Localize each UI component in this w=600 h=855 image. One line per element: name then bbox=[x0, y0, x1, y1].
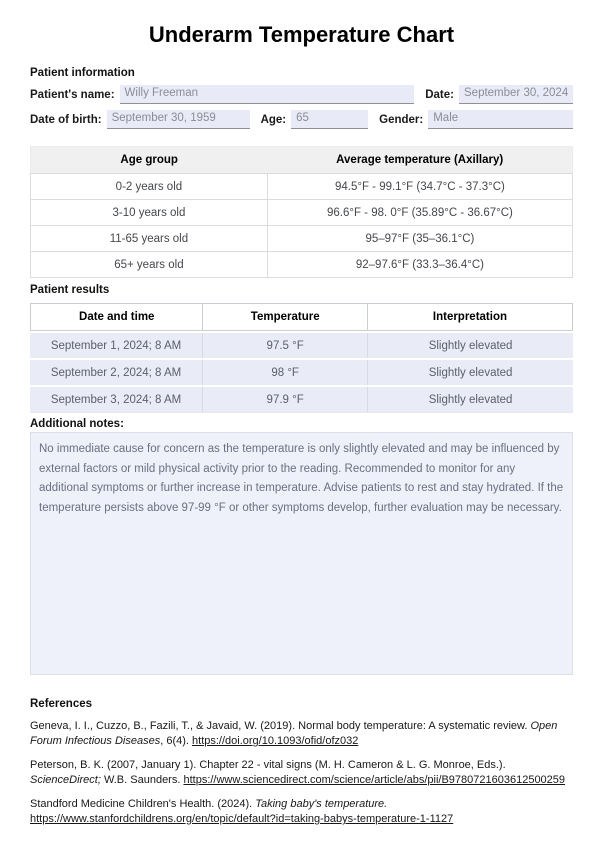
patient-name-label: Patient's name: bbox=[30, 89, 115, 101]
additional-notes-field[interactable]: No immediate cause for concern as the temperature is only slightly elevated and may be influenced by external factors or mild physical activity prior to the reading. Recommended to monitor for any additional symptoms or further increase in temperature. Advise patients to rest and stay hydrated. If the temperature persists above 97-99 °F or other symptoms develop, further evaluation may be necessary. bbox=[30, 432, 573, 675]
date-label: Date: bbox=[425, 89, 454, 101]
patient-results-table bbox=[30, 303, 573, 413]
table-row bbox=[30, 333, 573, 358]
age-group-header: Age group bbox=[31, 147, 268, 174]
interpretation-cell: Slightly elevated bbox=[367, 360, 573, 385]
table-row bbox=[31, 200, 573, 226]
references-label: References bbox=[30, 698, 93, 710]
datetime-cell: September 2, 2024; 8 AM bbox=[50, 366, 182, 379]
table-row bbox=[30, 387, 573, 412]
avg-temperature-cell: 96.6°F - 98. 0°F (35.89°C - 36.67°C) bbox=[267, 200, 572, 226]
age-group-cell: 0-2 years old bbox=[31, 174, 268, 200]
interpretation-cell: Slightly elevated bbox=[367, 387, 573, 412]
patient-name-field[interactable]: Willy Freeman bbox=[120, 85, 415, 104]
page-title: Underarm Temperature Chart bbox=[148, 22, 455, 47]
datetime-cell: September 3, 2024; 8 AM bbox=[50, 393, 182, 406]
date-field[interactable]: September 30, 2024 bbox=[459, 85, 573, 104]
datetime-header: Date and time bbox=[79, 311, 155, 323]
age-group-cell: 65+ years old bbox=[31, 252, 268, 278]
interpretation-cell: Slightly elevated bbox=[367, 333, 573, 358]
avg-temperature-cell: 94.5°F - 99.1°F (34.7°C - 37.3°C) bbox=[267, 174, 572, 200]
reference-text: Peterson, B. K. (2007, January 1). Chapter 22 - vital signs (M. H. Cameron & L. G. Monroe, Eds.). bbox=[30, 759, 506, 771]
age-reference-table bbox=[30, 146, 573, 278]
reference-source: Open Forum Infectious Diseases bbox=[30, 720, 558, 747]
table-row bbox=[31, 174, 573, 200]
gender-field[interactable]: Male bbox=[428, 110, 573, 129]
table-header-row bbox=[31, 147, 573, 174]
table-row bbox=[31, 226, 573, 252]
temperature-header: Temperature bbox=[202, 304, 366, 330]
patient-results-label: Patient results bbox=[30, 284, 110, 296]
references-list bbox=[30, 719, 570, 827]
age-field[interactable]: 65 bbox=[291, 110, 368, 129]
age-label: Age: bbox=[260, 114, 287, 126]
reference-text: W.B. Saunders. bbox=[100, 774, 184, 786]
reference-text: Geneva, I. I., Cuzzo, B., Fazili, T., & Javaid, W. (2019). Normal body temperature: A systematic review. bbox=[30, 720, 531, 732]
reference-source: Taking baby's temperature. bbox=[255, 798, 388, 810]
patient-information-label: Patient information bbox=[30, 67, 135, 79]
interpretation-header: Interpretation bbox=[367, 304, 572, 330]
avg-temperature-header: Average temperature (Axillary) bbox=[267, 147, 572, 174]
temperature-cell: 98 °F bbox=[202, 360, 367, 385]
table-row bbox=[30, 360, 573, 385]
additional-notes-label: Additional notes: bbox=[30, 418, 124, 430]
reference-item bbox=[30, 719, 570, 749]
table-row bbox=[31, 252, 573, 278]
avg-temperature-cell: 92–97.6°F (33.3–36.4°C) bbox=[267, 252, 572, 278]
patient-dob-row bbox=[30, 110, 573, 129]
patient-name-row bbox=[30, 85, 573, 104]
temperature-cell: 97.9 °F bbox=[202, 387, 367, 412]
reference-link[interactable]: https://doi.org/10.1093/ofid/ofz032 bbox=[192, 735, 359, 747]
datetime-cell: September 1, 2024; 8 AM bbox=[50, 339, 182, 352]
reference-item bbox=[30, 797, 570, 827]
age-group-cell: 3-10 years old bbox=[31, 200, 268, 226]
temperature-cell: 97.5 °F bbox=[202, 333, 367, 358]
dob-label: Date of birth: bbox=[30, 114, 102, 126]
reference-item bbox=[30, 758, 570, 788]
age-group-cell: 11-65 years old bbox=[31, 226, 268, 252]
reference-link[interactable]: https://www.stanfordchildrens.org/en/topic/default?id=taking-babys-temperature-1-1127 bbox=[30, 813, 454, 825]
reference-link[interactable]: https://www.sciencedirect.com/science/article/abs/pii/B9780721603612500259 bbox=[183, 774, 566, 786]
reference-source: ScienceDirect; bbox=[30, 774, 101, 786]
avg-temperature-cell: 95–97°F (35–36.1°C) bbox=[267, 226, 572, 252]
reference-text: Standford Medicine Children's Health. (2024). bbox=[30, 798, 256, 810]
gender-label: Gender: bbox=[379, 114, 424, 126]
reference-text: , 6(4). bbox=[160, 735, 193, 747]
dob-field[interactable]: September 30, 1959 bbox=[107, 110, 250, 129]
table-header-row bbox=[30, 303, 573, 331]
